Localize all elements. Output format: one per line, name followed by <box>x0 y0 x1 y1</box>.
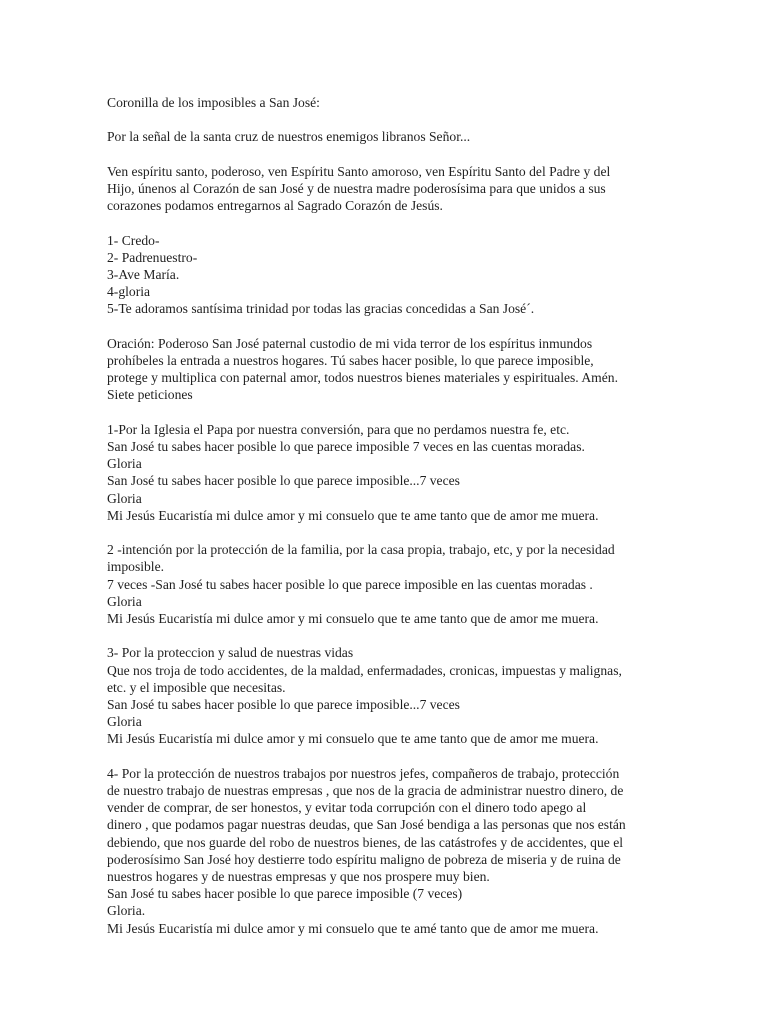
text-line: nuestros hogares y de nuestras empresas y que nos prospere muy bien. <box>107 869 490 885</box>
spacer <box>107 404 667 421</box>
text-line: debiendo, que nos guarde del robo de nuestros bienes, de las catástrofes y de accidentes, que el <box>107 834 624 850</box>
text-line: dinero , que podamos pagar nuestras deudas, que San José bendiga a las personas que nos están <box>107 817 626 833</box>
spacer <box>107 146 667 163</box>
spacer <box>107 318 667 335</box>
text-line: Mi Jesús Eucaristía mi dulce amor y mi consuelo que te ame tanto que de amor me muera. <box>107 611 599 626</box>
text-line: San José tu sabes hacer posible lo que parece imposible (7 veces) <box>107 886 463 902</box>
step-item: 3-Ave María. <box>107 266 180 282</box>
petition-4 <box>107 765 667 937</box>
text-line: Mi Jesús Eucaristía mi dulce amor y mi consuelo que te ame tanto que de amor me muera. <box>107 507 599 523</box>
text-line: Mi Jesús Eucaristía mi dulce amor y mi consuelo que te ame tanto que de amor me muera. <box>107 731 599 747</box>
text-line: imposible. <box>107 559 165 575</box>
text-line: corazones podamos entregarnos al Sagrado Corazón de Jesús. <box>107 198 443 214</box>
document-body <box>107 94 667 937</box>
text-line: vender de comprar, de ser honestos, y evitar toda corrupción con el dinero todo apego al <box>107 800 587 816</box>
text-line: Gloria <box>107 714 142 730</box>
spacer <box>107 748 667 765</box>
text-line: 4- Por la protección de nuestros trabajos por nuestros jefes, compañeros de trabajo, protección <box>107 765 620 781</box>
step-item: 4-gloria <box>107 284 151 300</box>
text-line: Ven espíritu santo, poderoso, ven Espíritu Santo amoroso, ven Espíritu Santo del Padre y del <box>107 163 611 179</box>
step-item: 1- Credo- <box>107 232 160 248</box>
text-line: prohíbeles la entrada a nuestros hogares. Tú sabes hacer posible, lo que parece imposible, <box>107 352 594 368</box>
text-line: San José tu sabes hacer posible lo que parece imposible...7 veces <box>107 697 460 712</box>
text-line: San José tu sabes hacer posible lo que parece imposible 7 veces en las cuentas moradas. <box>107 438 585 454</box>
text-line: protege y multiplica con paternal amor, todos nuestros bienes materiales y espirituales. Amén. <box>107 370 618 386</box>
step-item: 2- Padrenuestro- <box>107 249 198 265</box>
text-line: Mi Jesús Eucaristía mi dulce amor y mi consuelo que te amé tanto que de amor me muera. <box>107 920 599 936</box>
text-line: poderosísimo San José hoy destierre todo espíritu maligno de pobreza de miseria y de ruina de <box>107 851 621 867</box>
step-item: 5-Te adoramos santísima trinidad por todas las gracias concedidas a San José´. <box>107 301 535 317</box>
text-line: 3- Por la proteccion y salud de nuestras vidas <box>107 645 354 661</box>
text-line: 1-Por la Iglesia el Papa por nuestra conversión, para que no perdamos nuestra fe, etc. <box>107 421 570 437</box>
petition-3 <box>107 644 667 747</box>
petition-1 <box>107 421 667 524</box>
text-line: Siete peticiones <box>107 387 193 403</box>
steps-list <box>107 232 667 318</box>
spacer <box>107 111 667 128</box>
text-line: Hijo, únenos al Corazón de san José y de nuestra madre poderosísima para que unidos a sus <box>107 180 606 196</box>
text-line: Gloria <box>107 456 142 472</box>
text-line: Gloria <box>107 593 142 609</box>
petition-2 <box>107 541 667 627</box>
text-line: 7 veces -San José tu sabes hacer posible lo que parece imposible en las cuentas moradas . <box>107 576 593 592</box>
invocation-paragraph <box>107 163 667 215</box>
spacer <box>107 524 667 541</box>
text-line: San José tu sabes hacer posible lo que parece imposible...7 veces <box>107 473 460 489</box>
prayer-paragraph <box>107 335 667 404</box>
text-line: 2 -intención por la protección de la familia, por la casa propia, trabajo, etc, y por la necesidad <box>107 542 615 558</box>
text-line: Gloria <box>107 490 142 506</box>
text-line: de nuestro trabajo de nuestras empresas , que nos de la gracia de administrar nuestro dinero, de <box>107 783 624 798</box>
text-line: Que nos troja de todo accidentes, de la maldad, enfermadades, cronicas, impuestas y malignas, <box>107 662 622 678</box>
spacer <box>107 214 667 231</box>
text-line: Oración: Poderoso San José paternal custodio de mi vida terror de los espíritus inmundos <box>107 335 593 351</box>
intro-line: Por la señal de la santa cruz de nuestros enemigos libranos Señor... <box>107 129 471 145</box>
document-title: Coronilla de los imposibles a San José: <box>107 95 320 110</box>
spacer <box>107 627 667 644</box>
text-line: etc. y el imposible que necesitas. <box>107 679 286 695</box>
text-line: Gloria. <box>107 903 146 919</box>
